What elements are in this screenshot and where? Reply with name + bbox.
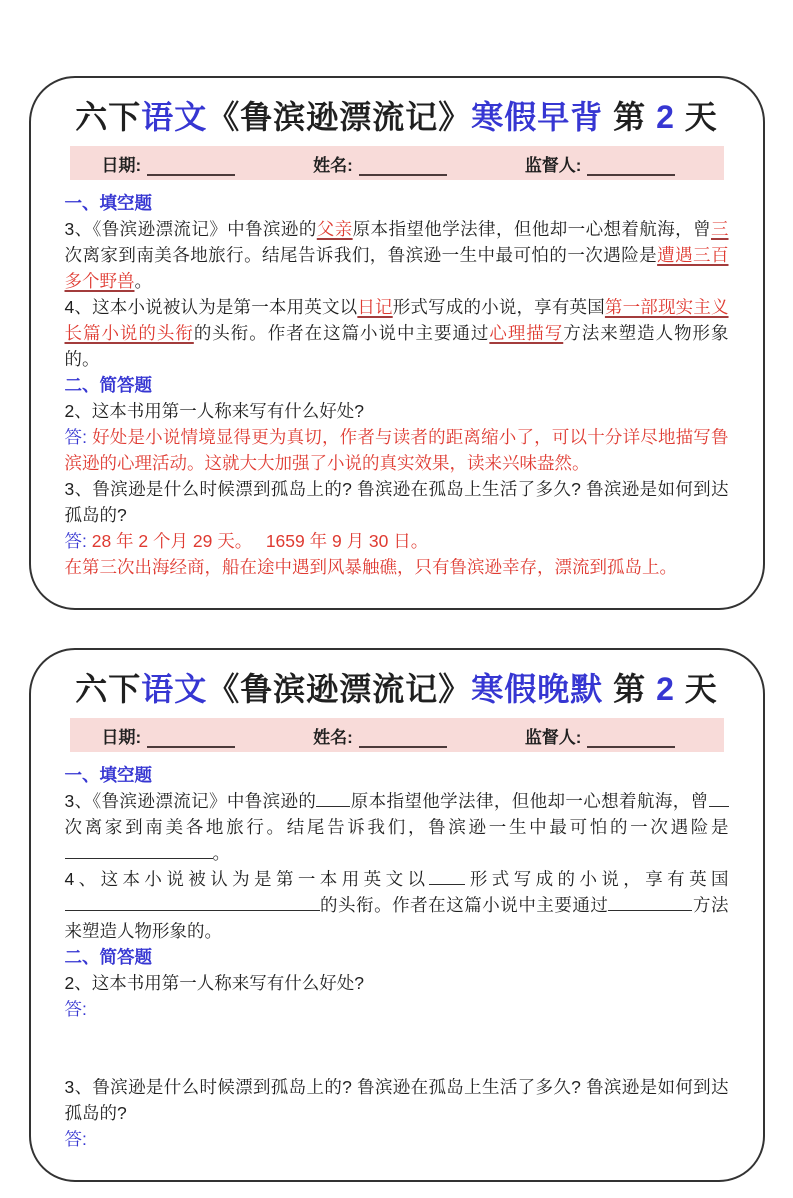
date-label: 日期:: [101, 727, 142, 747]
question-fill-4: [65, 866, 729, 944]
text-segment: 4、这本小说被认为是第一本用英文以: [64, 869, 430, 889]
question-short-2: [65, 398, 729, 424]
worksheet-card-morning: [29, 76, 765, 610]
text-segment: 。: [212, 843, 230, 863]
text-segment: 好处是小说情境显得更为真切，作者与读者的距离缩小了，可以十分详尽地描写鲁滨逊的心理活动。这就大大加强了小说的真实效果，读来兴味盎然。: [64, 427, 729, 473]
text-segment: 六下: [75, 99, 142, 135]
text-segment: 形式写成的小说，享有英国: [465, 869, 729, 889]
text-segment: 六下: [75, 671, 142, 707]
question-fill-3: [65, 216, 729, 294]
text-segment: 的头衔。作者在这篇小说中主要通过: [319, 895, 609, 915]
fill-in-blank-line: [709, 789, 729, 808]
text-segment: 第: [603, 671, 647, 707]
date-label: 日期:: [101, 155, 142, 175]
text-segment: 3、鲁滨逊是什么时候漂到孤岛上的? 鲁滨逊在孤岛上生活了多久? 鲁滨逊是如何到达孤岛的?: [64, 1077, 729, 1123]
section-heading-fill: 一、填空题: [64, 193, 152, 213]
text-segment: 《鲁滨逊漂流记》: [207, 671, 472, 707]
fill-in-blank-line: [429, 867, 465, 886]
text-segment: 方法来塑造人物形象的。: [64, 895, 729, 941]
name-field: [313, 723, 447, 748]
section-heading-short: 二、简答题: [64, 375, 152, 395]
worksheet-title-evening: [65, 664, 729, 710]
question-fill-3: [65, 788, 729, 866]
fill-in-blank-line: [65, 893, 240, 912]
worksheet-body-evening: [65, 762, 729, 1152]
answer-short-3-line1: [65, 528, 729, 554]
answer-short-2: [65, 424, 729, 476]
name-label: 姓名:: [313, 155, 353, 175]
worksheet-title-morning: [65, 92, 729, 138]
fill-in-blank-line: [316, 789, 350, 808]
name-blank-line: [359, 731, 447, 748]
question-short-2: [65, 970, 729, 996]
text-segment: 在第三次出海经商，船在途中遇到风暴触礁，只有鲁滨逊幸存，漂流到孤岛上。: [64, 557, 677, 577]
section-heading-short: 二、简答题: [64, 947, 152, 967]
supervisor-field: [525, 723, 676, 748]
answer-short-2: [65, 996, 729, 1022]
supervisor-blank-line: [587, 731, 675, 748]
text-segment: 日记: [357, 297, 393, 317]
text-segment: 3、鲁滨逊是什么时候漂到孤岛上的? 鲁滨逊在孤岛上生活了多久? 鲁滨逊是如何到达孤岛的?: [64, 479, 729, 525]
fill-in-blank-line: [65, 841, 213, 860]
text-segment: 答:: [64, 1129, 87, 1149]
meta-bar: [70, 718, 724, 752]
text-segment: 天: [684, 99, 718, 135]
text-segment: 4、这本小说被认为是第一本用英文以: [64, 297, 358, 317]
section-heading-fill: 一、填空题: [64, 765, 152, 785]
text-segment: 。: [134, 271, 152, 291]
text-segment: 次离家到南美各地旅行。结尾告诉我们，鲁滨逊一生中最可怕的一次遇险是: [64, 817, 729, 837]
text-segment: 原本指望他学法律，但他却一心想着航海，曾: [350, 791, 709, 811]
text-segment: 原本指望他学法律，但他却一心想着航海，曾: [352, 219, 712, 239]
supervisor-blank-line: [587, 159, 675, 176]
date-field: [102, 151, 236, 176]
worksheet-card-evening: [29, 648, 765, 1182]
text-segment: 3、《鲁滨逊漂流记》中鲁滨逊的: [64, 219, 317, 239]
answer-short-3-line1: [65, 1126, 729, 1152]
text-segment: 第一部现实主义长篇小说的头衔: [64, 297, 729, 343]
text-segment: 次离家到南美各地旅行。结尾告诉我们，鲁滨逊一生中最可怕的一次遇险是: [64, 245, 658, 265]
fill-in-blank-line: [608, 893, 692, 912]
text-segment: 答:: [64, 427, 93, 447]
text-segment: 语文: [141, 671, 208, 707]
question-short-3: [65, 476, 729, 528]
text-segment: 寒假早背: [471, 99, 604, 135]
text-segment: 2、这本书用第一人称来写有什么好处?: [64, 401, 364, 421]
date-blank-line: [147, 731, 235, 748]
fill-in-blank-line: [240, 893, 320, 912]
date-field: [102, 723, 236, 748]
text-segment: 方法来塑造人物形象的。: [64, 323, 729, 369]
text-segment: 第: [603, 99, 647, 135]
date-blank-line: [147, 159, 235, 176]
meta-bar: [70, 146, 724, 180]
text-segment: 三: [711, 219, 729, 239]
text-segment: 答:: [64, 531, 92, 551]
text-segment: 的头衔。作者在这篇小说中主要通过: [193, 323, 490, 343]
supervisor-label: 监督人:: [524, 155, 582, 175]
text-segment: 天: [684, 671, 718, 707]
question-short-3: [65, 1074, 729, 1126]
supervisor-label: 监督人:: [524, 727, 582, 747]
answer-short-3-line2: [65, 554, 729, 580]
text-segment: 2: [646, 99, 685, 135]
question-fill-4: [65, 294, 729, 372]
name-field: [313, 151, 447, 176]
text-segment: 2: [646, 671, 685, 707]
name-blank-line: [359, 159, 447, 176]
supervisor-field: [525, 151, 676, 176]
text-segment: 父亲: [316, 219, 353, 239]
text-segment: 语文: [141, 99, 208, 135]
text-segment: 心理描写: [489, 323, 564, 343]
text-segment: 答:: [64, 999, 87, 1019]
text-segment: 3、《鲁滨逊漂流记》中鲁滨逊的: [64, 791, 317, 811]
worksheet-page: [0, 76, 793, 1198]
text-segment: 遭遇三百多个野兽: [64, 245, 729, 291]
text-segment: 《鲁滨逊漂流记》: [207, 99, 472, 135]
text-segment: 2、这本书用第一人称来写有什么好处?: [64, 973, 364, 993]
text-segment: 28 年 2 个月 29 天。 1659 年 9 月 30 日。: [91, 531, 429, 551]
text-segment: 形式写成的小说，享有英国: [392, 297, 605, 317]
worksheet-body-morning: [65, 190, 729, 580]
name-label: 姓名:: [313, 727, 353, 747]
text-segment: 寒假晚默: [471, 671, 604, 707]
